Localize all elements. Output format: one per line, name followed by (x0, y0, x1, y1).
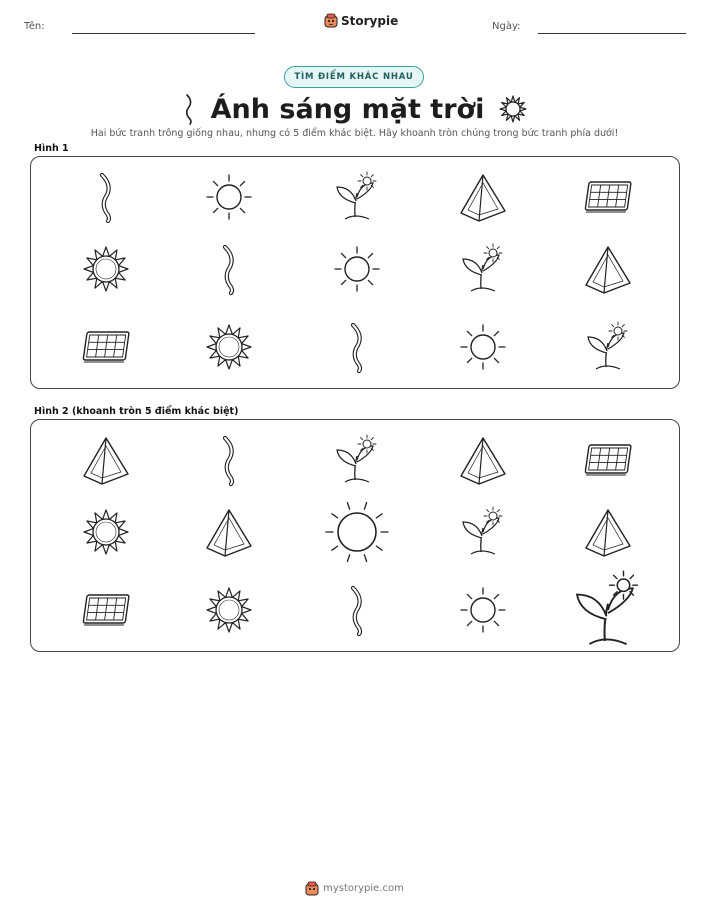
picture2-pyramid-icon[interactable] (207, 510, 251, 556)
picture1-sunflower-icon (207, 325, 251, 369)
picture1-pyramid-icon (461, 175, 505, 221)
picture2-plant-icon[interactable] (463, 507, 502, 554)
picture1-wave-icon (225, 247, 232, 293)
picture2-plant-large-icon[interactable] (577, 571, 637, 644)
picture2-solar-panel-icon[interactable] (83, 595, 129, 625)
picture1-label: Hình 1 (34, 143, 69, 154)
date-label: Ngày: (492, 21, 521, 32)
picture1-sunflower-icon (84, 247, 128, 291)
picture1-sun-icon (335, 247, 379, 291)
wave-icon (181, 93, 197, 125)
picture1-plant-icon (588, 322, 627, 369)
storypie-mascot-icon (305, 881, 319, 896)
picture2-sun-large-icon[interactable] (326, 503, 388, 562)
title-row (0, 90, 709, 128)
picture2-label: Hình 2 (khoanh tròn 5 điểm khác biệt) (34, 406, 239, 417)
picture1-grid (31, 157, 681, 390)
picture2-wave-icon[interactable] (225, 438, 232, 484)
picture2-sun-icon[interactable] (461, 588, 505, 632)
picture2-pyramid-icon[interactable] (461, 438, 505, 484)
picture2-sunflower-icon[interactable] (84, 510, 128, 554)
picture1-plant-icon (463, 244, 502, 291)
picture1-wave-icon (353, 325, 360, 371)
name-line[interactable] (72, 33, 255, 34)
picture2-sunflower-icon[interactable] (207, 588, 251, 632)
picture2-pyramid-icon[interactable] (84, 438, 128, 484)
picture1-wave-icon (102, 175, 109, 221)
footer-url[interactable]: mystorypie.com (323, 883, 404, 894)
picture2-plant-icon[interactable] (337, 435, 376, 482)
picture2-wave-icon[interactable] (353, 588, 360, 634)
picture2-grid[interactable] (31, 420, 681, 653)
storypie-mascot-icon (324, 13, 338, 28)
logo-text: Storypie (341, 13, 399, 28)
picture1-sun-icon (207, 175, 251, 219)
picture1-solar-panel-icon (585, 182, 631, 212)
picture2-panel (30, 419, 680, 652)
page-title: Ánh sáng mặt trời (210, 93, 485, 125)
sunflower-icon (498, 94, 528, 124)
date-line[interactable] (538, 33, 686, 34)
footer (0, 881, 709, 896)
activity-badge: TÌM ĐIỂM KHÁC NHAU (284, 66, 424, 88)
picture2-solar-panel-icon[interactable] (585, 445, 631, 475)
picture1-panel (30, 156, 680, 389)
instructions: Hai bức tranh trông giống nhau, nhưng có 5 điểm khác biệt. Hãy khoanh tròn chúng trong bức tranh phía dưới! (90, 128, 619, 139)
picture1-pyramid-icon (586, 247, 630, 293)
picture1-solar-panel-icon (83, 332, 129, 362)
name-label: Tên: (24, 21, 45, 32)
storypie-logo (324, 13, 398, 28)
picture2-pyramid-icon[interactable] (586, 510, 630, 556)
picture1-plant-icon (337, 172, 376, 219)
picture1-sun-icon (461, 325, 505, 369)
